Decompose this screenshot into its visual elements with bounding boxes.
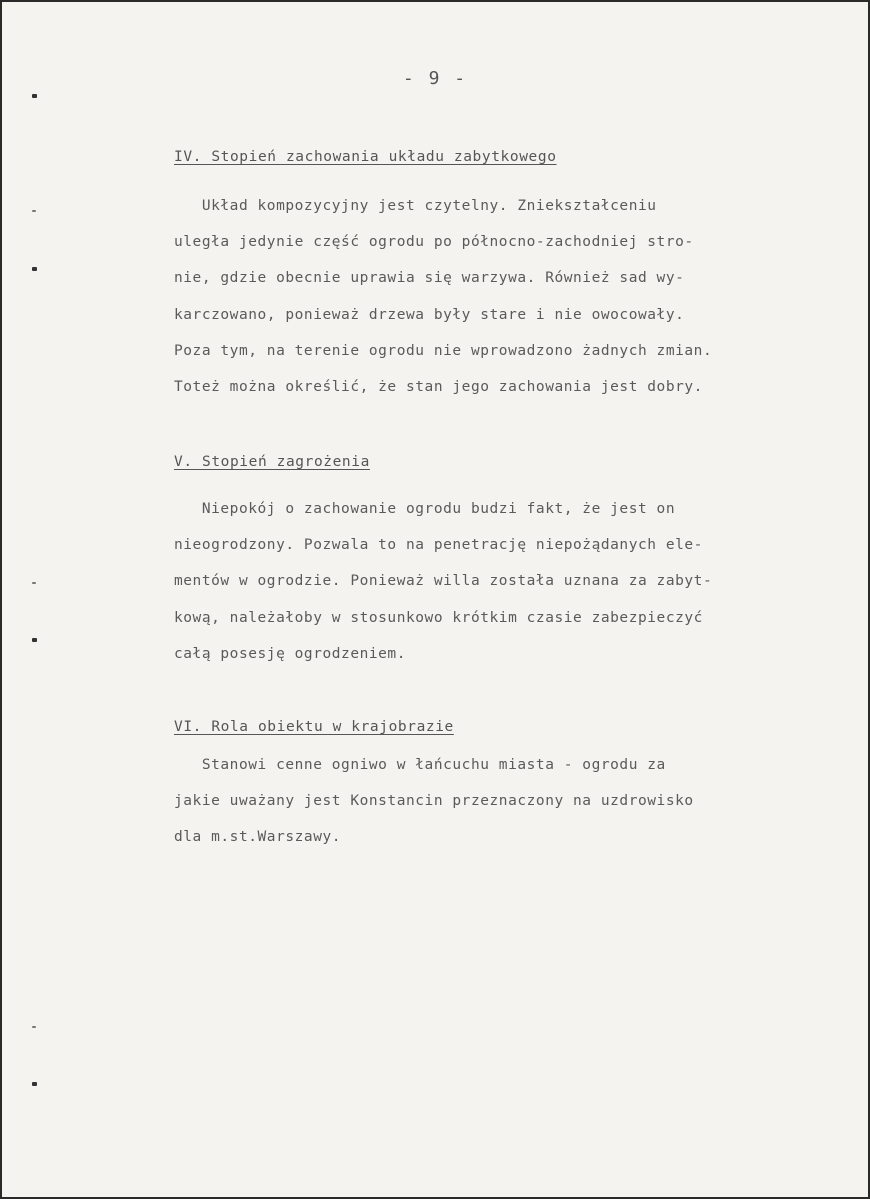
text-line: Poza tym, na terenie ogrodu nie wprowadzono żadnych zmian. — [174, 342, 713, 359]
section-heading-iv: IV. Stopień zachowania układu zabytkowego — [174, 149, 557, 165]
text-line: całą posesję ogrodzeniem. — [174, 645, 406, 662]
text-line: karczowano, ponieważ drzewa były stare i nie owocowały. — [174, 306, 685, 323]
section-body-vi — [174, 747, 794, 856]
page-number: - 9 - — [402, 68, 468, 89]
text-line: jakie uważany jest Konstancin przeznaczony na uzdrowisko — [174, 793, 694, 810]
section-body-iv — [174, 188, 794, 405]
margin-mark — [32, 638, 37, 642]
margin-mark — [32, 94, 37, 98]
text-line: dla m.st.Warszawy. — [174, 829, 342, 846]
text-line: Układ kompozycyjny jest czytelny. Zniekształceniu — [174, 198, 657, 214]
section-body-v — [174, 491, 794, 672]
text-line: nie, gdzie obecnie uprawia się warzywa. Również sad wy- — [174, 270, 685, 287]
text-line: uległa jedynie część ogrodu po północno-zachodniej stro- — [174, 234, 694, 251]
text-line: kową, należałoby w stosunkowo krótkim czasie zabezpieczyć — [174, 609, 703, 626]
section-heading-v: V. Stopień zagrożenia — [174, 454, 370, 470]
margin-mark — [32, 582, 36, 584]
text-line: Stanowi cenne ogniwo w łańcuchu miasta - ogrodu za — [174, 757, 666, 773]
text-line: mentów w ogrodzie. Ponieważ willa została uznana za zabyt- — [174, 573, 713, 590]
text-line: Niepokój o zachowanie ogrodu budzi fakt, że jest on — [174, 501, 676, 517]
margin-mark — [32, 1082, 37, 1086]
text-line: Toteż można określić, że stan jego zachowania jest dobry. — [174, 378, 703, 395]
text-line: nieogrodzony. Pozwala to na penetrację niepożądanych ele- — [174, 537, 703, 554]
section-heading-vi: VI. Rola obiektu w krajobrazie — [174, 719, 454, 735]
margin-mark — [32, 210, 36, 212]
margin-mark — [32, 267, 37, 271]
margin-mark — [32, 1026, 36, 1028]
